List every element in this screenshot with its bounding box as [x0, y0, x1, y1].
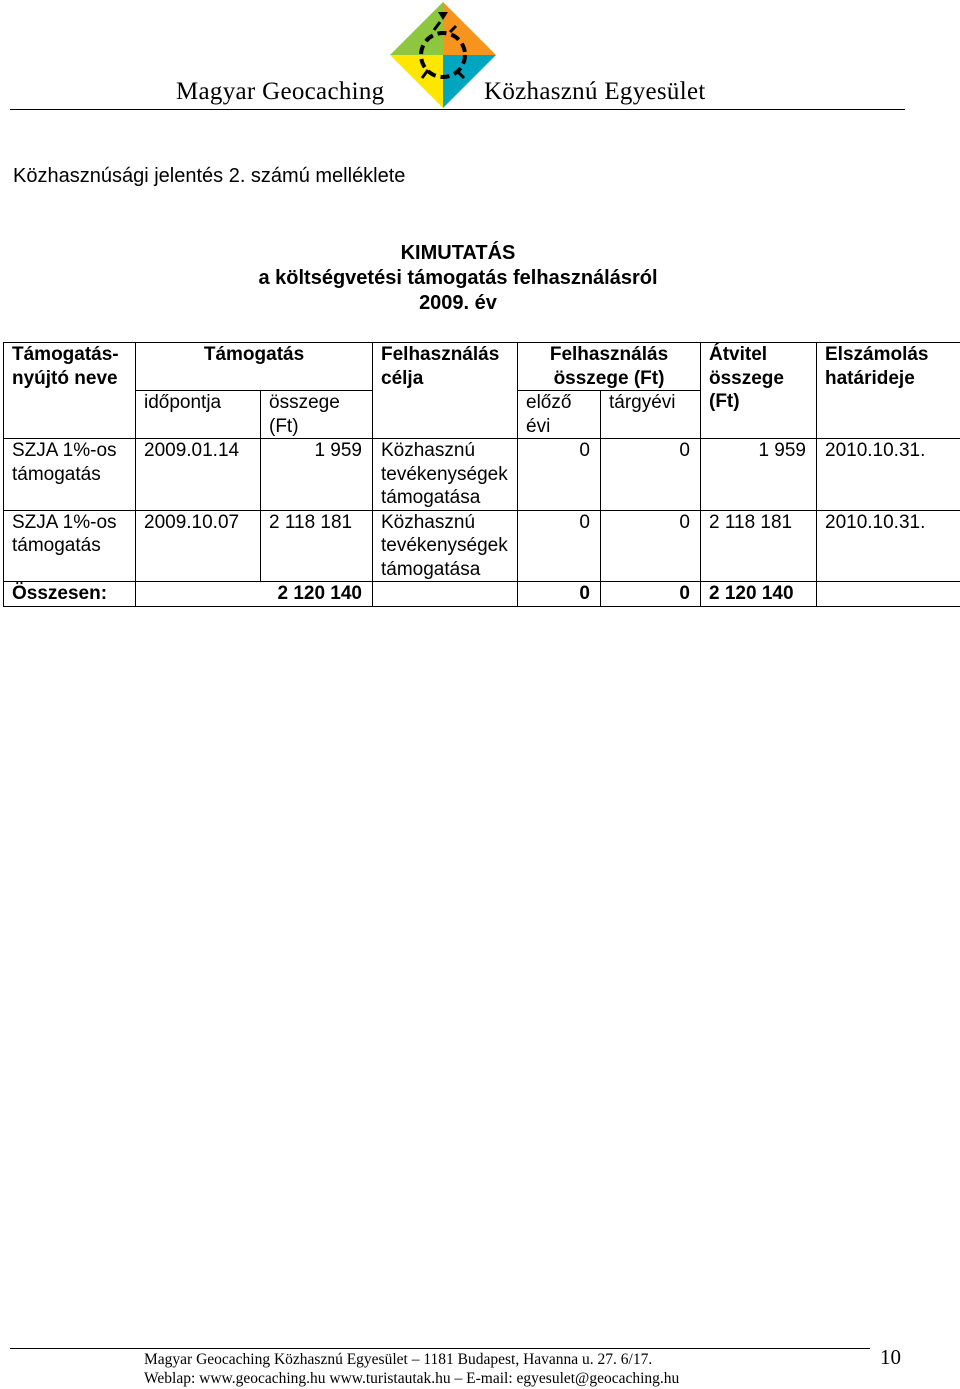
total-row	[4, 582, 960, 607]
logo-orange-quadrant	[443, 2, 496, 55]
row-provider: SZJA 1%-os támogatás	[4, 439, 136, 511]
row-amount: 2 118 181	[261, 510, 373, 582]
footer-rule	[10, 1348, 870, 1349]
row-purpose: Közhasznú tevékenységek támogatása	[373, 510, 518, 582]
header-carryover: Átvitel összege (Ft)	[701, 343, 817, 439]
header-deadline: Elszámolás határideje	[817, 343, 960, 439]
title-line-2: a költségvetési támogatás felhasználásról	[258, 267, 658, 289]
row-carryover: 1 959	[701, 439, 817, 511]
table-row	[4, 439, 960, 511]
header-row-1	[4, 343, 960, 391]
row-prev: 0	[518, 439, 601, 511]
header-usage-prev: előző évi	[518, 391, 601, 439]
title-line-3: 2009. év	[419, 292, 497, 314]
row-date: 2009.10.07	[136, 510, 261, 582]
total-current: 0	[601, 582, 701, 607]
row-current: 0	[601, 439, 701, 511]
footer-address: Magyar Geocaching Közhasznú Egyesület – 1181 Budapest, Havanna u. 27. 6/17.	[144, 1351, 653, 1368]
logo-yellow-quadrant	[390, 55, 443, 108]
support-usage-table	[3, 342, 960, 607]
header-purpose: Felhasználás célja	[373, 343, 518, 439]
row-deadline: 2010.10.31.	[817, 510, 960, 582]
header-support-date: időpontja	[136, 391, 261, 439]
table-row	[4, 510, 960, 582]
total-prev: 0	[518, 582, 601, 607]
row-carryover: 2 118 181	[701, 510, 817, 582]
header-rule	[10, 109, 905, 110]
row-provider: SZJA 1%-os támogatás	[4, 510, 136, 582]
geocaching-logo	[388, 0, 498, 110]
total-amount: 2 120 140	[136, 582, 373, 607]
total-label: Összesen:	[4, 582, 136, 607]
header-usage-amount: Felhasználás összege (Ft)	[518, 343, 701, 391]
title-line-1: KIMUTATÁS	[400, 242, 516, 264]
total-deadline-empty	[817, 582, 960, 607]
header-support-amount: összege (Ft)	[261, 391, 373, 439]
row-deadline: 2010.10.31.	[817, 439, 960, 511]
total-purpose-empty	[373, 582, 518, 607]
footer-contact: Weblap: www.geocaching.hu www.turistautak.hu – E-mail: egyesulet@geocaching.hu	[144, 1370, 680, 1387]
row-purpose: Közhasznú tevékenységek támogatása	[373, 439, 518, 511]
header-org-left: Magyar Geocaching	[176, 78, 385, 105]
header-support: Támogatás	[136, 343, 373, 391]
page-number: 10	[880, 1345, 901, 1369]
header-usage-current: tárgyévi	[601, 391, 701, 439]
header-org-right: Közhasznú Egyesület	[484, 78, 706, 105]
report-title	[0, 241, 916, 316]
document-subtitle: Közhasznúsági jelentés 2. számú melléklete	[13, 165, 406, 187]
row-date: 2009.01.14	[136, 439, 261, 511]
row-current: 0	[601, 510, 701, 582]
total-carryover: 2 120 140	[701, 582, 817, 607]
header-provider: Támogatás-nyújtó neve	[4, 343, 136, 439]
row-prev: 0	[518, 510, 601, 582]
row-amount: 1 959	[261, 439, 373, 511]
